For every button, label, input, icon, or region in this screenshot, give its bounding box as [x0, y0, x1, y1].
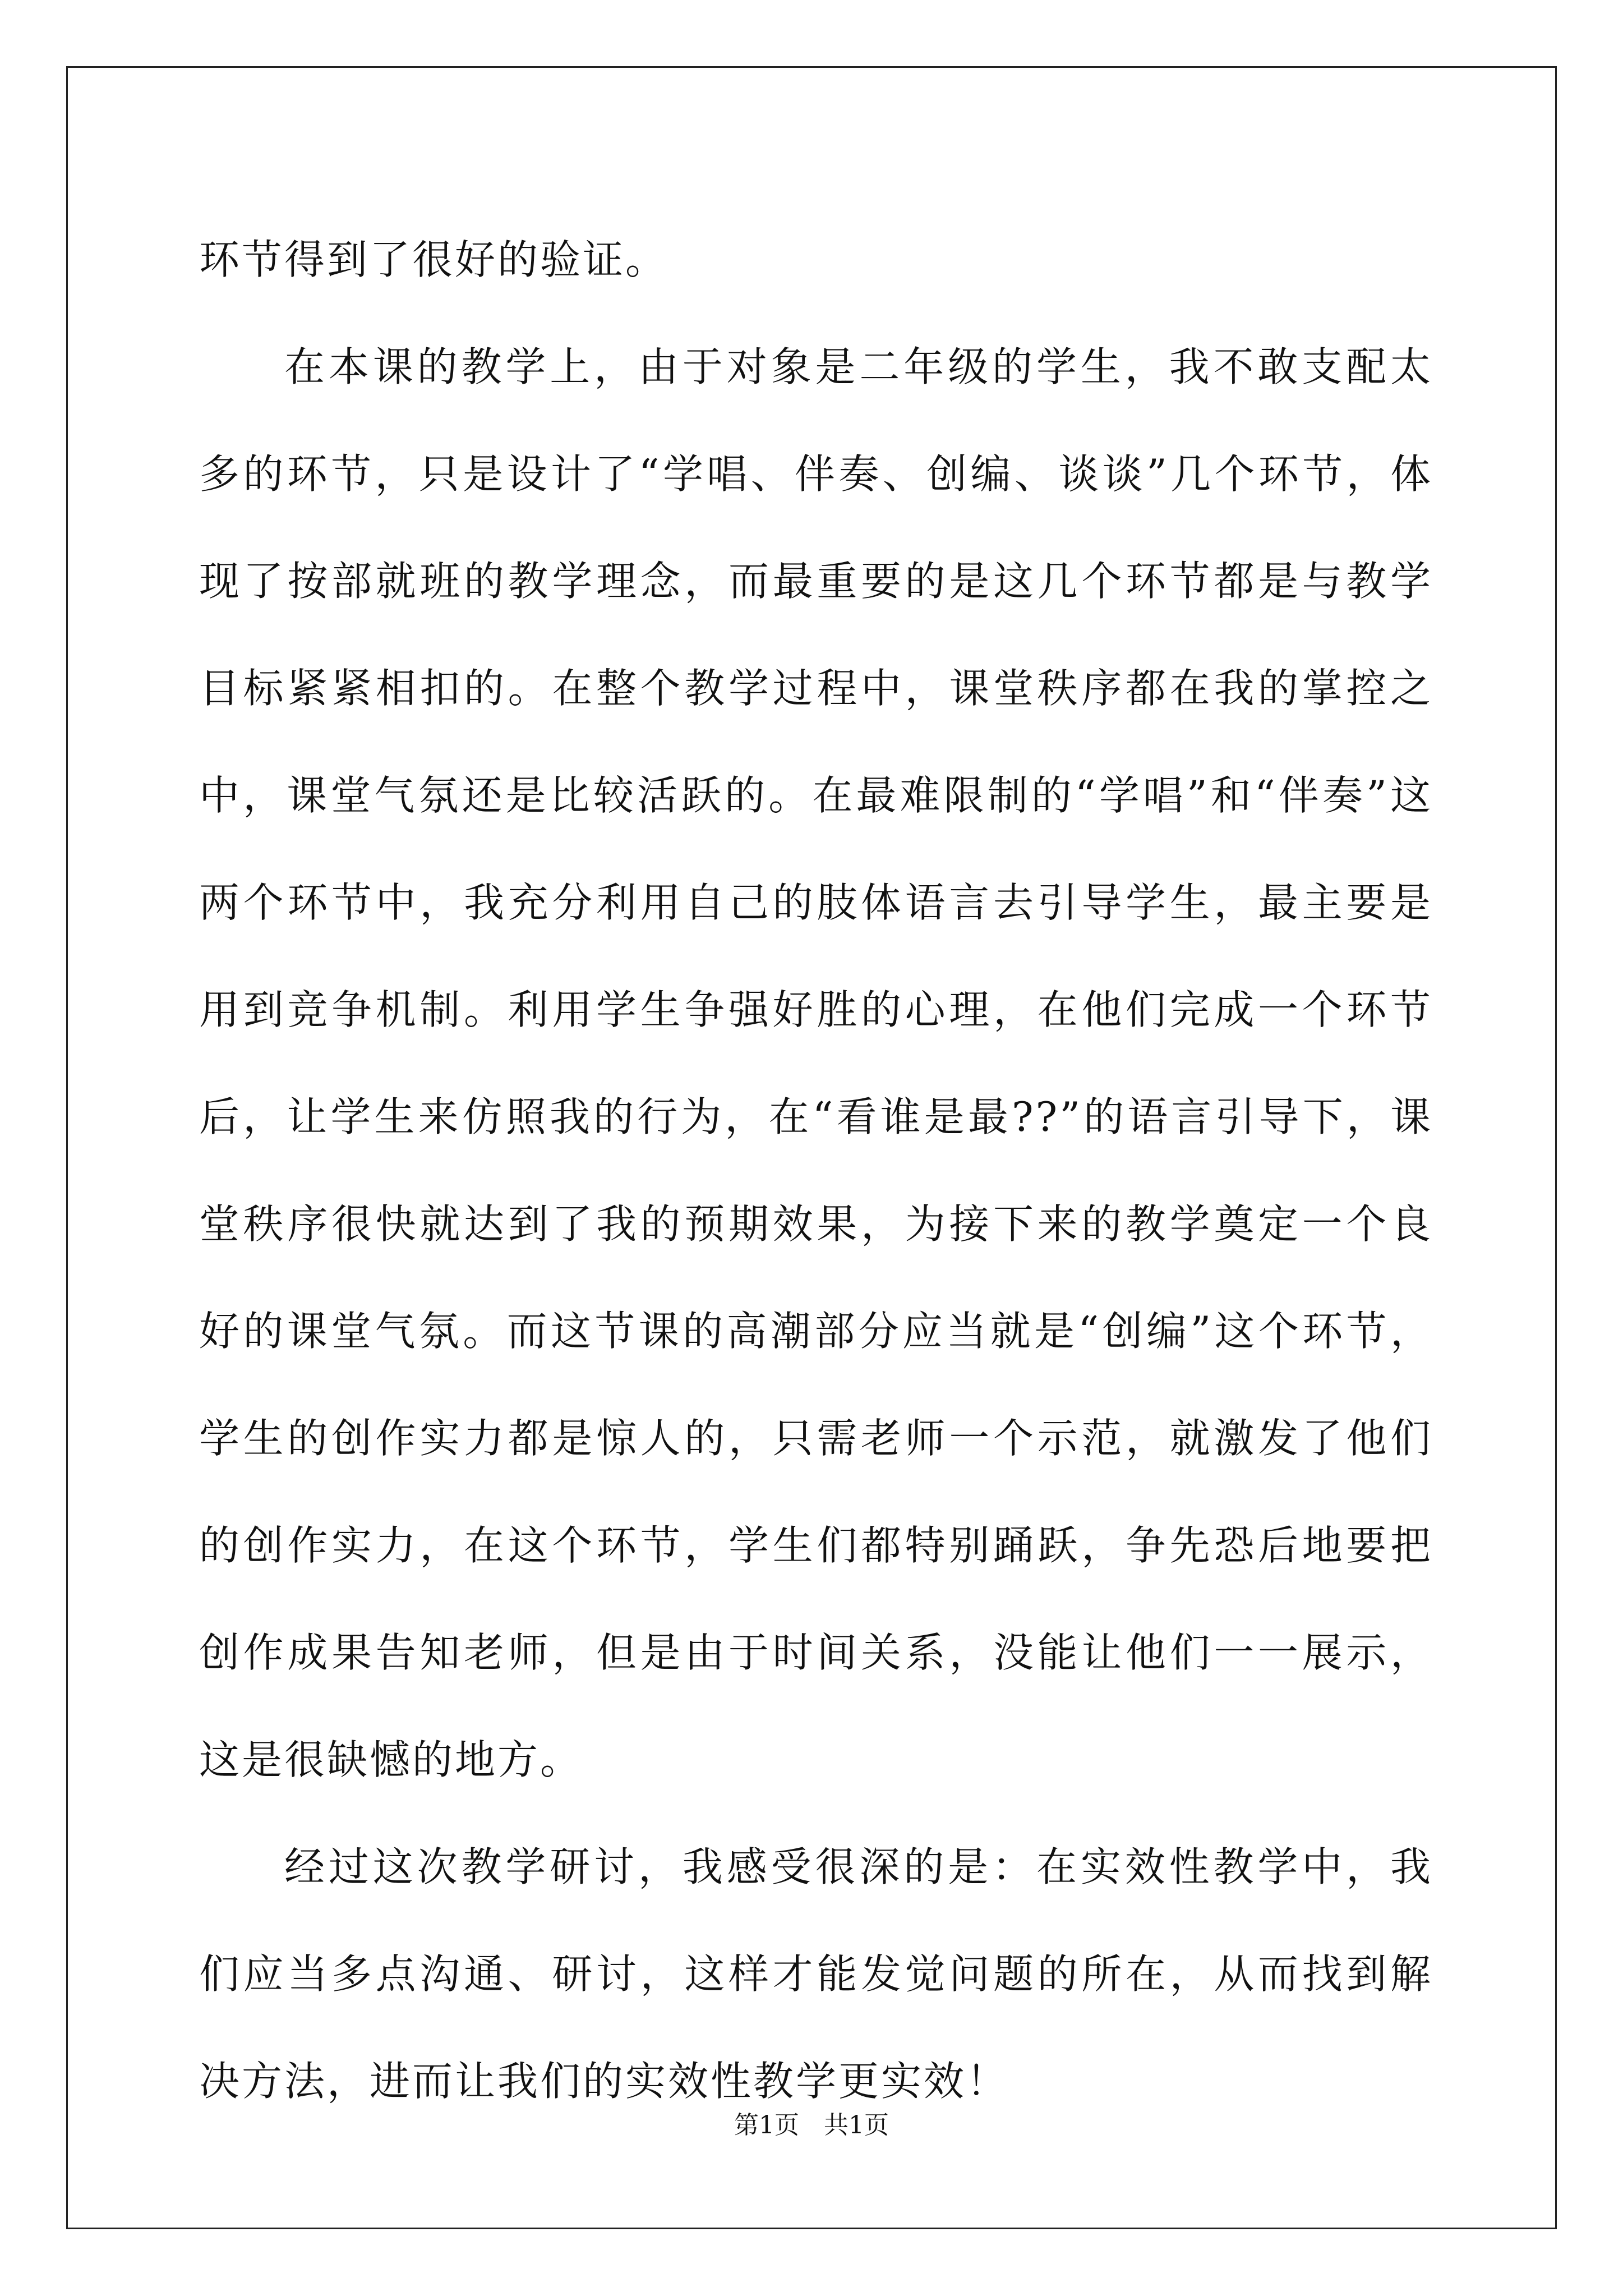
page-footer	[0, 2105, 1623, 2141]
paragraph-continuation: 环节得到了很好的验证。	[199, 236, 668, 283]
document-body	[199, 206, 1433, 2135]
page-number: 第1页	[734, 2111, 799, 2139]
paragraph-conclusion: 经过这次教学研讨，我感受很深的是：在实效性教学中，我们应当多点沟通、研讨，这样才能发觉问题的所在，从而找到解决方法，进而让我们的实效性教学更实效！	[199, 1843, 1433, 2105]
page-total: 共1页	[824, 2111, 889, 2139]
paragraph-teaching-reflection: 在本课的教学上，由于对象是二年级的学生，我不敢支配太多的环节，只是设计了“学唱、伴奏、创编、谈谈”几个环节，体现了按部就班的教学理念，而最重要的是这几个环节都是与教学目标紧紧相扣的。在整个教学过程中，课堂秩序都在我的掌控之中，课堂气氛还是比较活跃的。在最难限制的“学唱”和“伴奏”这两个环节中，我充分利用自己的肢体语言去引导学生，最主要是用到竞争机制。利用学生争强好胜的心理，在他们完成一个环节后，让学生来仿照我的行为，在“看谁是最??”的语言引导下，课堂秩序很快就达到了我的预期效果，为接下来的教学奠定一个良好的课堂气氛。而这节课的高潮部分应当就是“创编”这个环节，学生的创作实力都是惊人的，只需老师一个示范，就激发了他们的创作实力，在这个环节，学生们都特别踊跃，争先恐后地要把创作成果告知老师，但是由于时间关系，没能让他们一一展示，这是很缺憾的地方。	[199, 343, 1433, 1783]
